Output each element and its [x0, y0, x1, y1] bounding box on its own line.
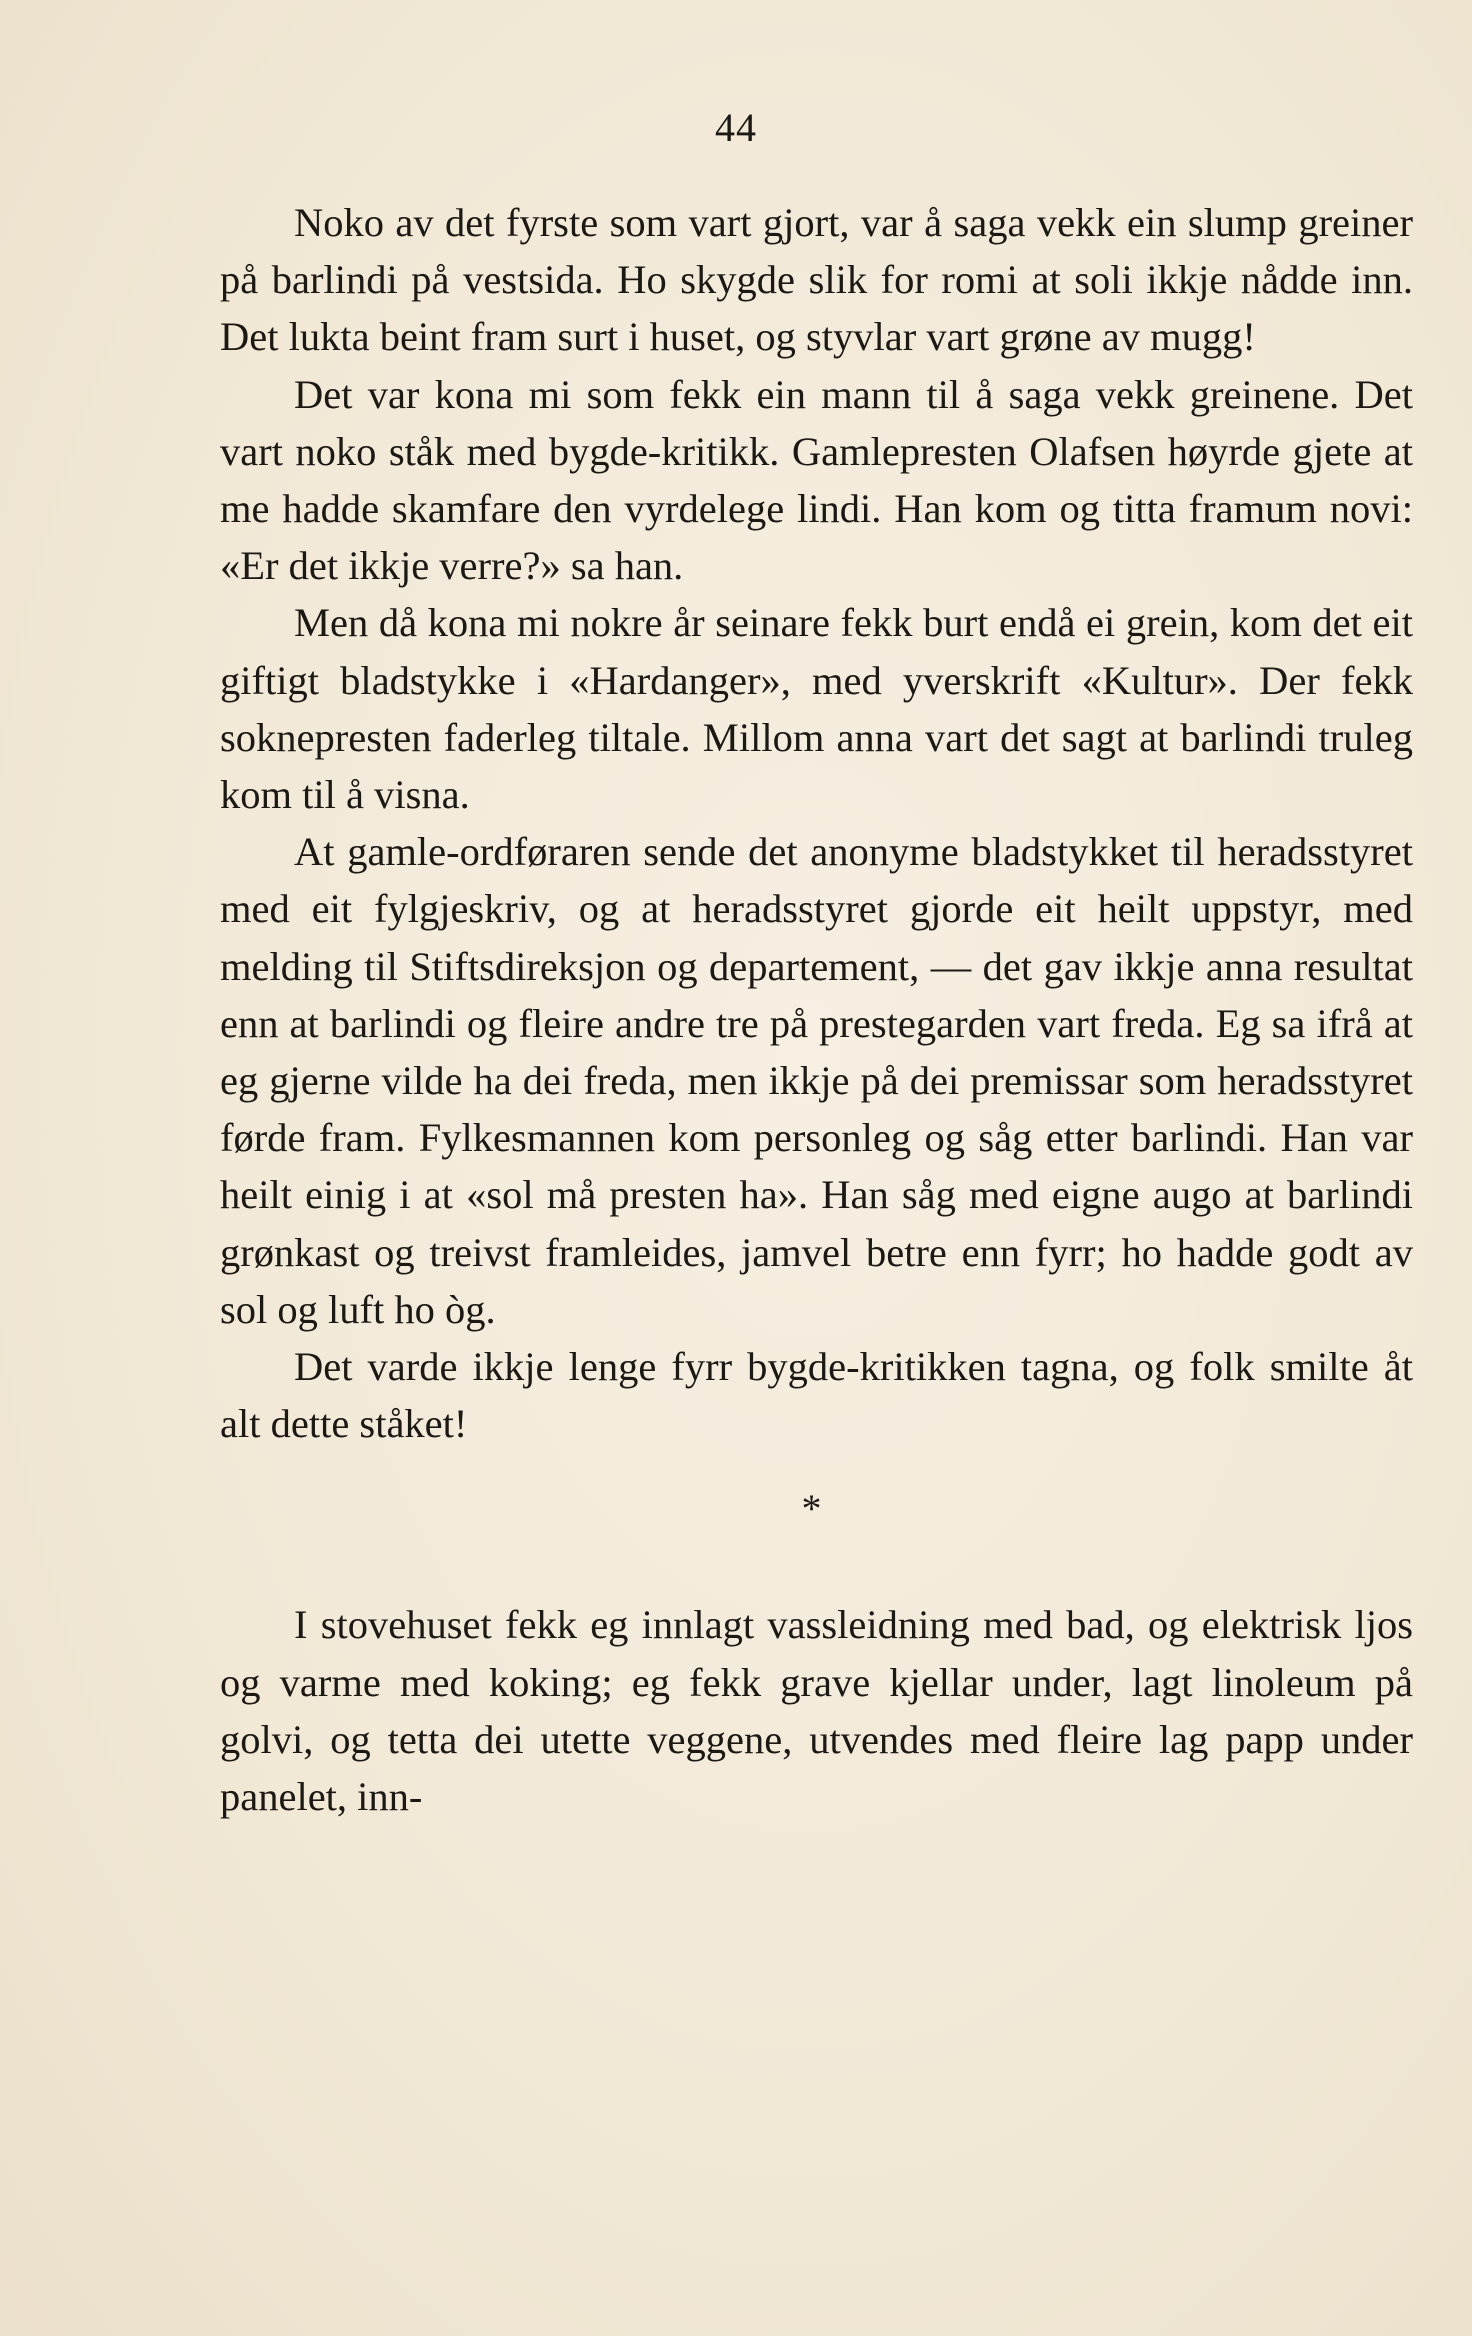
page-number: 44 — [715, 105, 757, 150]
section-break-asterisk: * — [801, 1486, 822, 1532]
paragraph: Det varde ikkje lenge fyrr bygde-kritikken tagna, og folk smilte åt alt dette ståket! — [220, 1344, 1413, 1447]
body-text — [220, 194, 1413, 1825]
paragraph: At gamle-ordføraren sende det anonyme bladstykket til heradsstyret med eit fylgjeskriv, og at heradsstyret gjorde eit heilt uppstyr, med melding til Stiftsdireksjon og departement, — det gav ikkje anna resultat enn at barlindi og fleire andre tre på prestegarden vart freda. Eg sa ifrå at eg gjerne vilde ha dei freda, men ikkje på dei premissar som heradsstyret førde fram. Fylkesmannen kom personleg og såg etter barlindi. Han var heilt einig i at «sol må presten ha». Han såg med eigne augo at barlindi grønkast og treivst framleides, jamvel betre enn fyrr; ho hadde godt av sol og luft ho òg. — [220, 829, 1413, 1332]
paragraph: Noko av det fyrste som vart gjort, var å saga vekk ein slump greiner på barlindi på vestsida. Ho skygde slik for romi at soli ikkje nådde inn. Det lukta beint fram surt i huset, og styvlar vart grøne av mugg! — [220, 200, 1413, 360]
paragraph: I stovehuset fekk eg innlagt vassleidning med bad, og elektrisk ljos og varme med koking; eg fekk grave kjellar under, lagt linoleum på golvi, og tetta dei utette veggene, utvendes med fleire lag papp under panelet, inn- — [220, 1602, 1413, 1820]
paragraph: Det var kona mi som fekk ein mann til å saga vekk greinene. Det vart noko ståk med bygde-kritikk. Gamlepresten Olafsen høyrde gjete at me hadde skamfare den vyrdelege lindi. Han kom og titta framum novi: «Er det ikkje verre?» sa han. — [220, 371, 1413, 589]
paragraph: Men då kona mi nokre år seinare fekk burt endå ei grein, kom det eit giftigt bladstykke i «Hardanger», med yverskrift «Kultur». Der fekk soknepresten faderleg tiltale. Millom anna vart det sagt at barlindi truleg kom til å visna. — [220, 600, 1413, 818]
